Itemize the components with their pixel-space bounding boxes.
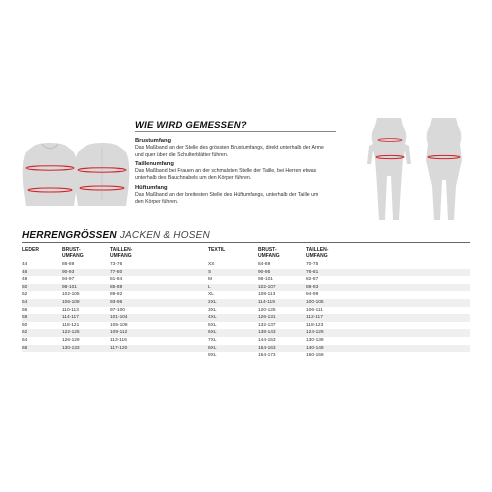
leder-size-cell: 60 bbox=[22, 322, 28, 328]
leder-taille-cell: 89-92 bbox=[110, 292, 123, 298]
lower-body-front-illustration bbox=[365, 116, 415, 226]
chest-section-title: Brustumfang bbox=[135, 138, 172, 144]
leder-size-cell: 62 bbox=[22, 330, 28, 336]
leder-taille-cell: 109-112 bbox=[110, 330, 128, 336]
waist-section-title: Taillenumfang bbox=[135, 161, 174, 167]
textil-size-cell: 9XL bbox=[208, 353, 217, 359]
leder-brust-cell: 114-117 bbox=[62, 315, 79, 321]
textil-taille-cell: 100-105 bbox=[306, 300, 324, 305]
textil-brust-cell: 144-153 bbox=[258, 338, 276, 343]
leder-brust-cell: 106-109 bbox=[62, 300, 80, 305]
textil-taille-cell: 106-111 bbox=[306, 307, 323, 313]
leder-brust-cell: 86-89 bbox=[62, 262, 75, 267]
textil-size-cell: 3XL bbox=[208, 307, 217, 313]
textil-brust-cell: 90-95 bbox=[258, 269, 271, 275]
textil-brust-cell: 164-173 bbox=[258, 353, 276, 359]
table-row bbox=[22, 329, 470, 337]
torso-back-illustration bbox=[72, 140, 132, 210]
leder-brust-cell: 110-113 bbox=[62, 307, 79, 313]
leder-brust-cell: 94-97 bbox=[62, 277, 75, 283]
measuring-divider bbox=[135, 131, 336, 132]
table-row bbox=[22, 337, 470, 345]
textil-brust-cell: 114-119 bbox=[258, 300, 275, 305]
hip-section-title: Hüftumfang bbox=[135, 185, 168, 191]
textil-taille-cell: 70-75 bbox=[306, 262, 319, 267]
table-row bbox=[22, 291, 470, 299]
textil-taille-cell: 82-87 bbox=[306, 277, 319, 283]
lower-body-back-illustration bbox=[416, 116, 472, 226]
header-brust-textil: BRUST- UMFANG bbox=[258, 247, 280, 259]
textil-brust-cell: 108-113 bbox=[258, 292, 276, 298]
leder-size-cell: 50 bbox=[22, 284, 28, 290]
leder-taille-cell: 85-88 bbox=[110, 284, 123, 290]
textil-size-cell: 5XL bbox=[208, 322, 217, 328]
textil-size-cell: M bbox=[208, 277, 212, 283]
textil-brust-cell: 154-163 bbox=[258, 345, 276, 351]
table-row bbox=[22, 284, 470, 292]
leder-brust-cell: 90-93 bbox=[62, 269, 75, 275]
leder-taille-cell: 81-84 bbox=[110, 277, 123, 283]
leder-size-cell: 46 bbox=[22, 269, 28, 275]
chest-section-line-2: und quer über die Schulterblätter führen. bbox=[135, 152, 229, 158]
textil-size-cell: XL bbox=[208, 292, 214, 298]
textil-brust-cell: 126-131 bbox=[258, 315, 276, 321]
hip-section-line-2: den Körper führen. bbox=[135, 199, 179, 205]
textil-size-cell: 6XL bbox=[208, 330, 217, 336]
leder-size-cell: 44 bbox=[22, 262, 28, 267]
textil-size-cell: L bbox=[208, 284, 211, 290]
table-row bbox=[22, 352, 470, 360]
textil-taille-cell: 140-149 bbox=[306, 345, 324, 351]
table-row bbox=[22, 276, 470, 284]
leder-brust-cell: 118-121 bbox=[62, 322, 80, 328]
header-taille-textil: TAILLEN- UMFANG bbox=[306, 247, 329, 259]
textil-brust-cell: 84-89 bbox=[258, 262, 271, 267]
table-row bbox=[22, 299, 470, 307]
header-leder: LEDER bbox=[22, 247, 39, 253]
header-brust-leder: BRUST- UMFANG bbox=[62, 247, 84, 259]
textil-brust-cell: 138-143 bbox=[258, 330, 276, 336]
leder-taille-cell: 73-76 bbox=[110, 262, 123, 267]
textil-brust-cell: 102-107 bbox=[258, 284, 276, 290]
textil-taille-cell: 112-117 bbox=[306, 315, 323, 321]
leder-taille-cell: 113-116 bbox=[110, 338, 127, 343]
hip-section-line-1: Das Maßband an der breitesten Stelle des Hüftumfangs, unterhalb der Taille um bbox=[135, 192, 319, 198]
textil-brust-cell: 96-101 bbox=[258, 277, 273, 283]
leder-taille-cell: 101-104 bbox=[110, 315, 128, 321]
leder-taille-cell: 117-120 bbox=[110, 345, 128, 351]
sizes-subtitle: JACKEN & HOSEN bbox=[119, 230, 210, 241]
textil-taille-cell: 150-159 bbox=[306, 353, 324, 359]
textil-size-cell: 2XL bbox=[208, 300, 217, 305]
textil-taille-cell: 76-81 bbox=[306, 269, 319, 275]
leder-brust-cell: 122-125 bbox=[62, 330, 80, 336]
textil-size-cell: 8XL bbox=[208, 345, 217, 351]
leder-size-cell: 56 bbox=[22, 307, 28, 313]
waist-section-line-2: unterhalb des Bauchnabels um den Körper führen. bbox=[135, 175, 252, 181]
table-row bbox=[22, 322, 470, 330]
textil-size-cell: 4XL bbox=[208, 315, 217, 321]
table-row bbox=[22, 261, 470, 269]
leder-size-cell: 48 bbox=[22, 277, 28, 283]
leder-taille-cell: 77-80 bbox=[110, 269, 123, 275]
leder-size-cell: 58 bbox=[22, 315, 28, 321]
textil-size-cell: XS bbox=[208, 262, 215, 267]
chest-section-line-1: Das Maßband an der Stelle des grössten Brustumfangs, direkt unterhalb der Arme bbox=[135, 145, 324, 151]
header-taille-leder: TAILLEN- UMFANG bbox=[110, 247, 133, 259]
textil-brust-cell: 120-125 bbox=[258, 307, 276, 313]
leder-taille-cell: 97-100 bbox=[110, 307, 125, 313]
leder-size-cell: 52 bbox=[22, 292, 28, 298]
leder-size-cell: 66 bbox=[22, 345, 28, 351]
leder-brust-cell: 126-129 bbox=[62, 338, 80, 343]
sizes-title: HERRENGRÖSSEN bbox=[22, 230, 117, 241]
leder-brust-cell: 98-101 bbox=[62, 284, 77, 290]
table-row bbox=[22, 345, 470, 353]
sizes-divider bbox=[22, 242, 470, 243]
textil-taille-cell: 124-129 bbox=[306, 330, 324, 336]
leder-brust-cell: 102-105 bbox=[62, 292, 80, 298]
textil-size-cell: S bbox=[208, 269, 212, 275]
leder-taille-cell: 93-96 bbox=[110, 300, 123, 305]
header-textil: TEXTIL bbox=[208, 247, 226, 253]
table-row bbox=[22, 314, 470, 322]
textil-taille-cell: 118-123 bbox=[306, 322, 324, 328]
torso-front-illustration bbox=[20, 140, 80, 210]
table-row bbox=[22, 307, 470, 315]
textil-size-cell: 7XL bbox=[208, 338, 217, 343]
leder-brust-cell: 130-133 bbox=[62, 345, 80, 351]
waist-section-line-1: Das Maßband bei Frauen an der schmalsten Stelle der Taille, bei Herren etwas bbox=[135, 168, 317, 174]
measuring-title: WIE WIRD GEMESSEN? bbox=[135, 120, 247, 131]
table-row bbox=[22, 269, 470, 277]
textil-brust-cell: 132-137 bbox=[258, 322, 276, 328]
leder-size-cell: 54 bbox=[22, 300, 28, 305]
textil-taille-cell: 88-93 bbox=[306, 284, 319, 290]
textil-taille-cell: 130-139 bbox=[306, 338, 324, 343]
leder-size-cell: 64 bbox=[22, 338, 28, 343]
textil-taille-cell: 94-99 bbox=[306, 292, 319, 298]
sizes-heading bbox=[22, 230, 210, 241]
leder-taille-cell: 105-108 bbox=[110, 322, 128, 328]
